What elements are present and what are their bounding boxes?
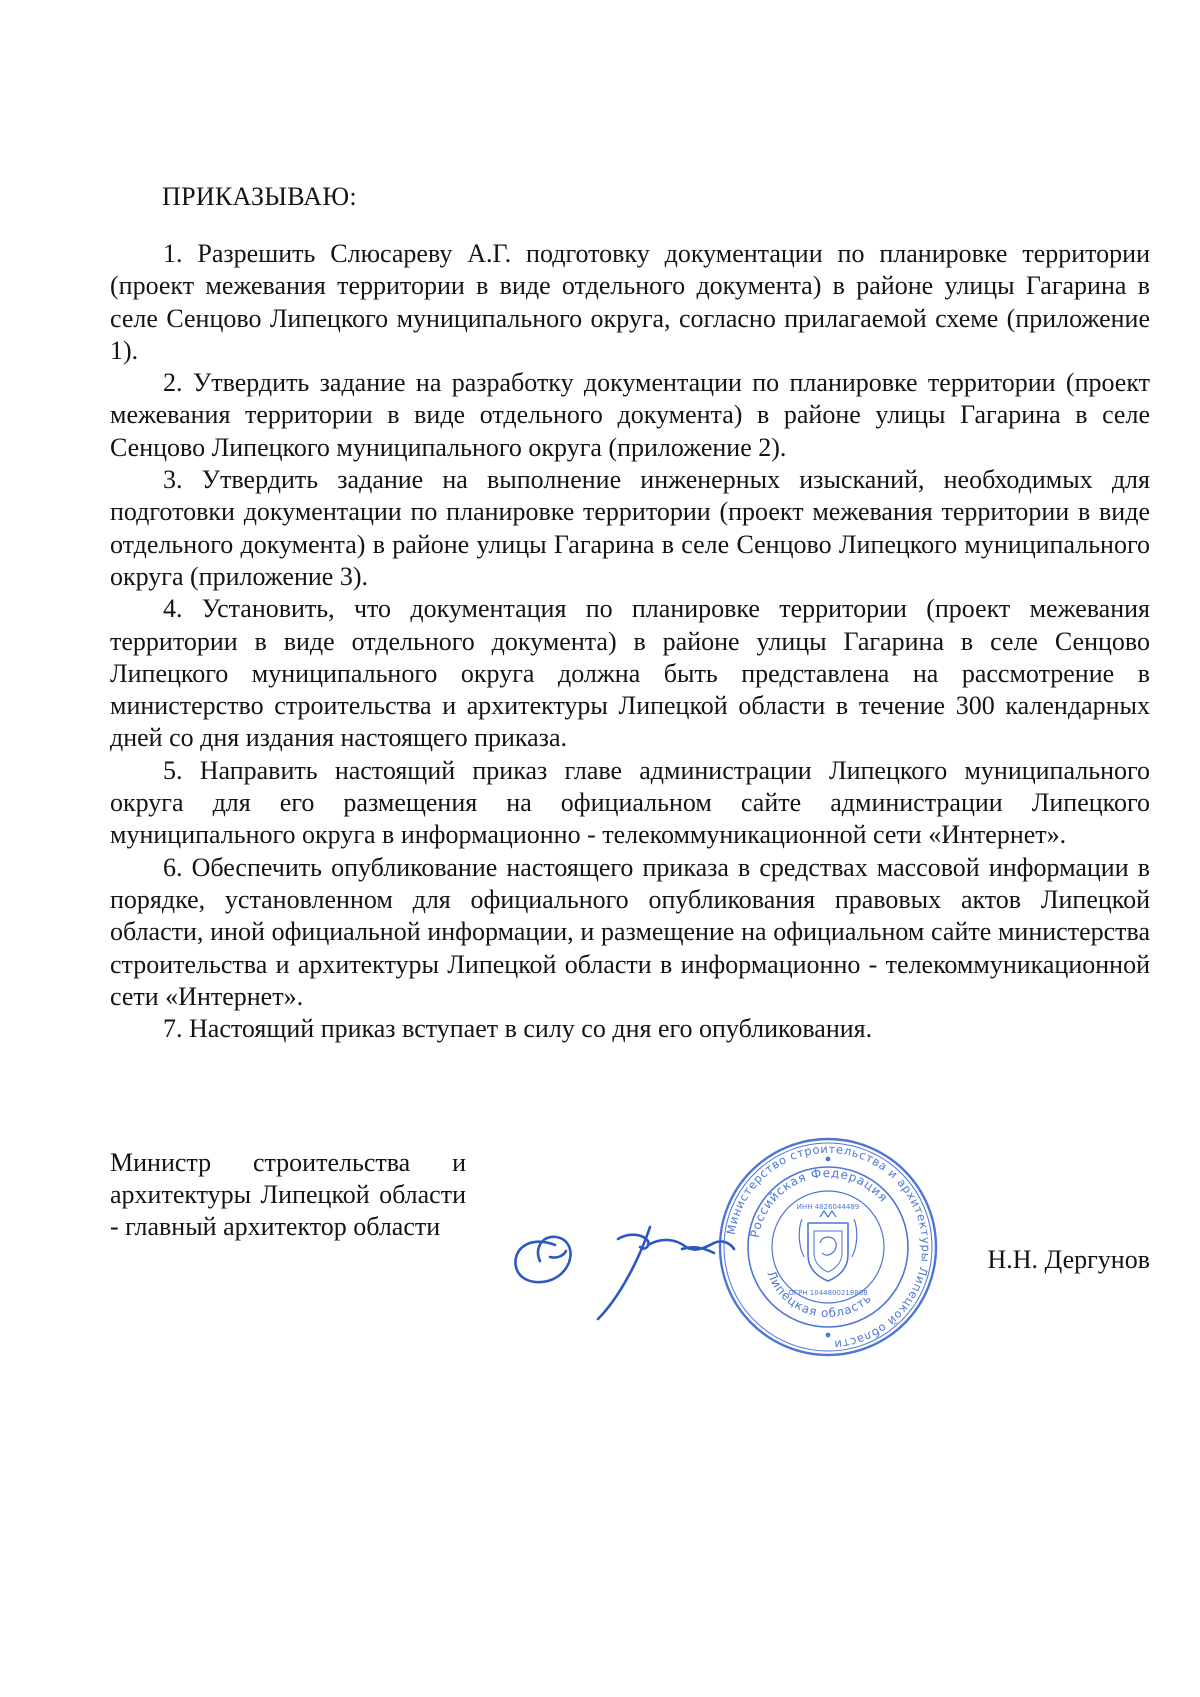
seal-inn: ИНН 4826044489 [796, 1203, 860, 1211]
signature-block [110, 1141, 1150, 1367]
seal-outer-text: Министерство строительства и архитектуры Липецкой области [723, 1141, 934, 1352]
signer-title: Министр строительства и архитектуры Липецкой области - главный архитектор области [110, 1148, 466, 1241]
order-heading: ПРИКАЗЫВАЮ: [162, 182, 357, 211]
coat-of-arms-emblem [799, 1211, 857, 1281]
order-body [110, 238, 1150, 1045]
seal-inner-bottom-text: Липецкая область [764, 1268, 875, 1321]
order-item-4: 4. Установить, что документация по планировке территории (проект межевания территории в виде отдельного документа) в районе улицы Гагарина в селе Сенцово Липецкого муниципального округа должна быть представлена на рассмотрение в министерство строительства и архитектуры Липецкой области в течение 300 календарных дней со дня издания настоящего приказа. [110, 594, 1150, 753]
seal-ogrn: ОГРН 1044800218868 [788, 1289, 868, 1297]
order-item-6: 6. Обеспечить опубликование настоящего приказа в средствах массовой информации в порядке, установленном для официального опубликования правовых актов Липецкой области, иной официальной информации, и размещение на официальном сайте министерства строительства и архитектуры Липецкой области в информационно - телекоммуникационной сети «Интернет». [110, 852, 1150, 1011]
order-item-3: 3. Утвердить задание на выполнение инженерных изысканий, необходимых для подготовки документации по планировке территории (проект межевания территории в виде отдельного документа) в районе улицы Гагарина в селе Сенцово Липецкого муниципального округа (приложение 3). [110, 465, 1150, 591]
order-item-7: 7. Настоящий приказ вступает в силу со дня его опубликования. [163, 1014, 873, 1044]
order-item-1: 1. Разрешить Слюсареву А.Г. подготовку документации по планировке территории (проект межевания территории в виде отдельного документа) в районе улицы Гагарина в селе Сенцово Липецкого муниципального округа, согласно прилагаемой схеме (приложение 1). [110, 239, 1150, 365]
seal-inner-top-text: Российская Федерация [747, 1165, 891, 1239]
order-item-5: 5. Направить настоящий приказ главе администрации Липецкого муниципального округа для его размещения на официальном сайте администрации Липецкого муниципального округа в информационно - телекоммуникационной сети «Интернет». [110, 755, 1150, 850]
order-item-2: 2. Утвердить задание на разработку документации по планировке территории (проект межевания территории в виде отдельного документа) в районе улицы Гагарина в селе Сенцово Липецкого муниципального округа (приложение 2). [110, 368, 1150, 462]
signer-name: Н.Н. Дергунов [987, 1245, 1150, 1274]
official-seal [716, 1135, 940, 1359]
